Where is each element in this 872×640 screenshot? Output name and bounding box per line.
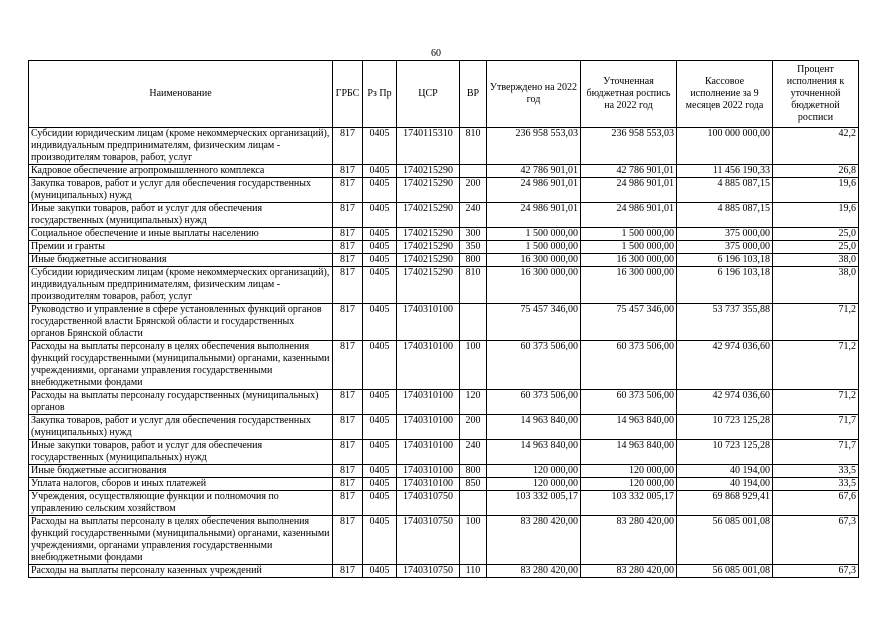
table-row [29,241,859,254]
row-refined-cell: 75 457 346,00 [581,304,677,341]
row-executed-cell: 375 000,00 [677,241,773,254]
row-vr-cell: 300 [460,228,487,241]
row-refined-cell: 120 000,00 [581,478,677,491]
row-approved-cell: 1 500 000,00 [487,228,581,241]
row-name-cell: Кадровое обеспечение агропромышленного комплекса [29,165,333,178]
row-vr-cell: 810 [460,128,487,165]
row-name-cell: Премии и гранты [29,241,333,254]
row-executed-cell: 56 085 001,08 [677,516,773,565]
table-row [29,491,859,516]
table-row [29,304,859,341]
header-approved: Утверждено на 2022 год [487,61,581,128]
row-grbs-cell: 817 [333,491,363,516]
row-csr-cell: 1740310100 [397,341,460,390]
row-approved-cell: 83 280 420,00 [487,516,581,565]
row-name-cell: Субсидии юридическим лицам (кроме некоммерческих организаций), индивидуальным предпринимателям, физическим лицам - производителям товаров, работ, услуг [29,267,333,304]
row-executed-cell: 4 885 087,15 [677,203,773,228]
row-vr-cell: 240 [460,203,487,228]
row-rzpr-cell: 0405 [363,478,397,491]
row-percent-cell: 19,6 [773,203,859,228]
row-vr-cell: 800 [460,254,487,267]
table-row [29,516,859,565]
row-executed-cell: 6 196 103,18 [677,267,773,304]
row-percent-cell: 67,3 [773,516,859,565]
row-grbs-cell: 817 [333,478,363,491]
table-row [29,565,859,578]
row-name-cell: Закупка товаров, работ и услуг для обеспечения государственных (муниципальных) нужд [29,415,333,440]
row-rzpr-cell: 0405 [363,304,397,341]
row-approved-cell: 42 786 901,01 [487,165,581,178]
row-executed-cell: 10 723 125,28 [677,415,773,440]
table-row [29,128,859,165]
row-name-cell: Иные бюджетные ассигнования [29,465,333,478]
row-name-cell: Иные бюджетные ассигнования [29,254,333,267]
row-vr-cell: 100 [460,341,487,390]
row-csr-cell: 1740310100 [397,390,460,415]
row-name-cell: Социальное обеспечение и иные выплаты населению [29,228,333,241]
row-percent-cell: 26,8 [773,165,859,178]
row-approved-cell: 83 280 420,00 [487,565,581,578]
row-name-cell: Расходы на выплаты персоналу в целях обеспечения выполнения функций государственными (муниципальными) органами, казенными учреждениями, органами управления государственными внебюджетными фондами [29,516,333,565]
row-percent-cell: 33,5 [773,478,859,491]
row-rzpr-cell: 0405 [363,228,397,241]
table-row [29,267,859,304]
row-csr-cell: 1740215290 [397,228,460,241]
row-refined-cell: 120 000,00 [581,465,677,478]
row-approved-cell: 16 300 000,00 [487,267,581,304]
row-grbs-cell: 817 [333,228,363,241]
row-executed-cell: 100 000 000,00 [677,128,773,165]
row-grbs-cell: 817 [333,440,363,465]
row-approved-cell: 75 457 346,00 [487,304,581,341]
row-refined-cell: 60 373 506,00 [581,341,677,390]
row-csr-cell: 1740215290 [397,254,460,267]
row-csr-cell: 1740215290 [397,165,460,178]
row-executed-cell: 40 194,00 [677,465,773,478]
row-percent-cell: 38,0 [773,267,859,304]
row-grbs-cell: 817 [333,267,363,304]
row-approved-cell: 103 332 005,17 [487,491,581,516]
row-grbs-cell: 817 [333,390,363,415]
row-executed-cell: 375 000,00 [677,228,773,241]
row-percent-cell: 25,0 [773,241,859,254]
row-rzpr-cell: 0405 [363,267,397,304]
row-rzpr-cell: 0405 [363,465,397,478]
table-header [29,61,859,128]
row-vr-cell: 200 [460,178,487,203]
row-csr-cell: 1740310100 [397,440,460,465]
row-csr-cell: 1740310750 [397,491,460,516]
row-refined-cell: 14 963 840,00 [581,440,677,465]
row-approved-cell: 14 963 840,00 [487,440,581,465]
row-vr-cell: 800 [460,465,487,478]
header-refined: Уточненная бюджетная роспись на 2022 год [581,61,677,128]
header-executed: Кассовое исполнение за 9 месяцев 2022 года [677,61,773,128]
row-rzpr-cell: 0405 [363,254,397,267]
table-row [29,465,859,478]
row-rzpr-cell: 0405 [363,178,397,203]
row-approved-cell: 236 958 553,03 [487,128,581,165]
row-name-cell: Расходы на выплаты персоналу государственных (муниципальных) органов [29,390,333,415]
row-refined-cell: 83 280 420,00 [581,565,677,578]
row-rzpr-cell: 0405 [363,128,397,165]
table-row [29,341,859,390]
row-rzpr-cell: 0405 [363,241,397,254]
row-percent-cell: 19,6 [773,178,859,203]
row-refined-cell: 236 958 553,03 [581,128,677,165]
row-name-cell: Иные закупки товаров, работ и услуг для обеспечения государственных (муниципальных) нужд [29,440,333,465]
row-csr-cell: 1740215290 [397,203,460,228]
row-refined-cell: 42 786 901,01 [581,165,677,178]
row-grbs-cell: 817 [333,203,363,228]
header-rzpr: Рз Пр [363,61,397,128]
row-rzpr-cell: 0405 [363,491,397,516]
row-executed-cell: 69 868 929,41 [677,491,773,516]
row-name-cell: Иные закупки товаров, работ и услуг для обеспечения государственных (муниципальных) нужд [29,203,333,228]
row-approved-cell: 60 373 506,00 [487,341,581,390]
row-executed-cell: 40 194,00 [677,478,773,491]
row-name-cell: Уплата налогов, сборов и иных платежей [29,478,333,491]
budget-table [28,60,859,578]
row-executed-cell: 42 974 036,60 [677,390,773,415]
row-percent-cell: 42,2 [773,128,859,165]
row-percent-cell: 71,2 [773,304,859,341]
row-percent-cell: 67,3 [773,565,859,578]
row-csr-cell: 1740215290 [397,267,460,304]
table-row [29,203,859,228]
row-approved-cell: 16 300 000,00 [487,254,581,267]
row-grbs-cell: 817 [333,178,363,203]
row-vr-cell: 850 [460,478,487,491]
row-grbs-cell: 817 [333,465,363,478]
row-vr-cell: 350 [460,241,487,254]
row-approved-cell: 120 000,00 [487,465,581,478]
row-approved-cell: 60 373 506,00 [487,390,581,415]
row-rzpr-cell: 0405 [363,415,397,440]
row-csr-cell: 1740310100 [397,304,460,341]
row-percent-cell: 38,0 [773,254,859,267]
row-executed-cell: 42 974 036,60 [677,341,773,390]
row-rzpr-cell: 0405 [363,341,397,390]
row-executed-cell: 11 456 190,33 [677,165,773,178]
row-vr-cell: 810 [460,267,487,304]
row-executed-cell: 10 723 125,28 [677,440,773,465]
row-vr-cell [460,165,487,178]
row-grbs-cell: 817 [333,254,363,267]
row-name-cell: Учреждения, осуществляющие функции и полномочия по управлению сельским хозяйством [29,491,333,516]
row-vr-cell: 200 [460,415,487,440]
row-refined-cell: 83 280 420,00 [581,516,677,565]
row-csr-cell: 1740310100 [397,465,460,478]
row-grbs-cell: 817 [333,415,363,440]
header-grbs: ГРБС [333,61,363,128]
row-executed-cell: 53 737 355,88 [677,304,773,341]
row-grbs-cell: 817 [333,241,363,254]
table-row [29,415,859,440]
row-vr-cell [460,491,487,516]
row-csr-cell: 1740310750 [397,516,460,565]
row-rzpr-cell: 0405 [363,165,397,178]
row-approved-cell: 24 986 901,01 [487,178,581,203]
row-refined-cell: 1 500 000,00 [581,228,677,241]
row-percent-cell: 71,7 [773,415,859,440]
row-approved-cell: 14 963 840,00 [487,415,581,440]
row-vr-cell: 120 [460,390,487,415]
row-grbs-cell: 817 [333,341,363,390]
row-rzpr-cell: 0405 [363,565,397,578]
row-csr-cell: 1740215290 [397,178,460,203]
row-refined-cell: 14 963 840,00 [581,415,677,440]
row-csr-cell: 1740115310 [397,128,460,165]
table-row [29,478,859,491]
row-vr-cell: 110 [460,565,487,578]
header-name: Наименование [29,61,333,128]
table-row [29,440,859,465]
row-refined-cell: 16 300 000,00 [581,254,677,267]
row-approved-cell: 24 986 901,01 [487,203,581,228]
row-percent-cell: 33,5 [773,465,859,478]
table-body [29,128,859,578]
row-refined-cell: 103 332 005,17 [581,491,677,516]
row-refined-cell: 24 986 901,01 [581,178,677,203]
header-row [29,61,859,128]
row-grbs-cell: 817 [333,304,363,341]
row-grbs-cell: 817 [333,128,363,165]
row-csr-cell: 1740310100 [397,478,460,491]
row-rzpr-cell: 0405 [363,390,397,415]
row-refined-cell: 1 500 000,00 [581,241,677,254]
row-percent-cell: 71,7 [773,440,859,465]
row-name-cell: Закупка товаров, работ и услуг для обеспечения государственных (муниципальных) нужд [29,178,333,203]
page-number: 60 [431,48,441,59]
row-vr-cell [460,304,487,341]
row-approved-cell: 1 500 000,00 [487,241,581,254]
row-approved-cell: 120 000,00 [487,478,581,491]
row-rzpr-cell: 0405 [363,203,397,228]
row-grbs-cell: 817 [333,165,363,178]
table-row [29,390,859,415]
row-csr-cell: 1740310100 [397,415,460,440]
row-refined-cell: 16 300 000,00 [581,267,677,304]
row-percent-cell: 71,2 [773,341,859,390]
row-csr-cell: 1740310750 [397,565,460,578]
row-rzpr-cell: 0405 [363,440,397,465]
row-name-cell: Расходы на выплаты персоналу в целях обеспечения выполнения функций государственными (муниципальными) органами, казенными учреждениями, органами управления государственными внебюджетными фондами [29,341,333,390]
row-rzpr-cell: 0405 [363,516,397,565]
row-executed-cell: 4 885 087,15 [677,178,773,203]
row-refined-cell: 24 986 901,01 [581,203,677,228]
row-grbs-cell: 817 [333,516,363,565]
table-row [29,254,859,267]
row-name-cell: Руководство и управление в сфере установленных функций органов государственной власти Брянской области и государственных органов Брянской области [29,304,333,341]
row-refined-cell: 60 373 506,00 [581,390,677,415]
header-percent: Процент исполнения к уточненной бюджетной росписи [773,61,859,128]
row-name-cell: Расходы на выплаты персоналу казенных учреждений [29,565,333,578]
table-row [29,165,859,178]
row-percent-cell: 25,0 [773,228,859,241]
row-executed-cell: 56 085 001,08 [677,565,773,578]
header-csr: ЦСР [397,61,460,128]
row-percent-cell: 67,6 [773,491,859,516]
row-csr-cell: 1740215290 [397,241,460,254]
table-row [29,228,859,241]
header-vr: ВР [460,61,487,128]
row-executed-cell: 6 196 103,18 [677,254,773,267]
table-row [29,178,859,203]
row-grbs-cell: 817 [333,565,363,578]
row-vr-cell: 100 [460,516,487,565]
row-percent-cell: 71,2 [773,390,859,415]
row-name-cell: Субсидии юридическим лицам (кроме некоммерческих организаций), индивидуальным предпринимателям, физическим лицам - производителям товаров, работ, услуг [29,128,333,165]
row-vr-cell: 240 [460,440,487,465]
